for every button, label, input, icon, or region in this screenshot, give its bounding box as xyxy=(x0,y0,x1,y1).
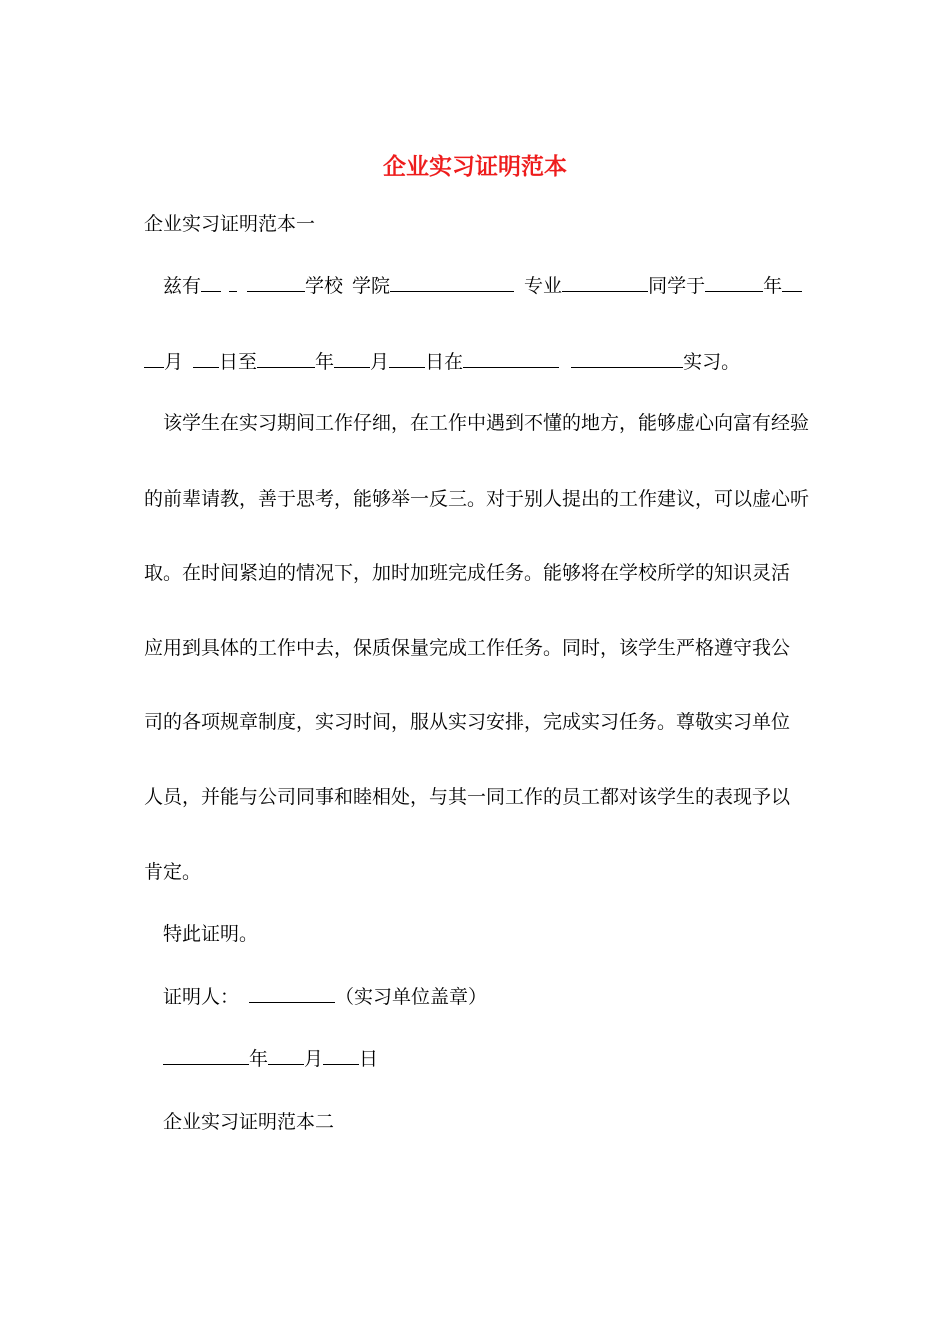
school-blank xyxy=(247,273,305,292)
end-year-blank xyxy=(257,349,315,368)
date-month-blank xyxy=(268,1046,304,1065)
day-blank xyxy=(193,349,219,368)
certifier-label: 证明人： xyxy=(163,986,240,1008)
month-blank xyxy=(782,273,802,292)
certifier-line xyxy=(163,983,487,1011)
date-year-blank xyxy=(163,1046,249,1065)
body-line: 的前辈请教，善于思考，能够举一反三。对于别人提出的工作建议，可以虚心听 xyxy=(144,488,810,510)
day-at-label: 日在 xyxy=(425,351,464,373)
section1-heading: 企业实习证明范本一 xyxy=(144,213,316,235)
company-blank-2 xyxy=(571,349,683,368)
document-title: 企业实习证明范本 xyxy=(383,153,567,180)
end-month-blank xyxy=(334,349,370,368)
date-day-blank xyxy=(323,1046,359,1065)
date-year-label: 年 xyxy=(249,1048,269,1070)
certifier-blank xyxy=(249,984,335,1003)
body-line: 肯定。 xyxy=(144,861,202,883)
date-month-label: 月 xyxy=(304,1048,324,1070)
body-line: 人员，并能与公司同事和睦相处，与其一同工作的员工都对该学生的表现予以 xyxy=(144,786,791,808)
form-line-2 xyxy=(144,348,740,376)
major-blank xyxy=(562,273,648,292)
year-label: 年 xyxy=(763,275,783,297)
school-label: 学校 xyxy=(305,275,344,297)
body-line: 司的各项规章制度，实习时间，服从实习安排，完成实习任务。尊敬实习单位 xyxy=(144,711,791,733)
end-month-label: 月 xyxy=(370,351,390,373)
blank-field xyxy=(229,273,237,292)
major-label: 专业 xyxy=(524,275,563,297)
day-to-label: 日至 xyxy=(219,351,258,373)
year-blank xyxy=(705,273,763,292)
section2-heading: 企业实习证明范本二 xyxy=(163,1111,335,1133)
month-label: 月 xyxy=(164,351,184,373)
body-line: 应用到具体的工作中去，保质保量完成工作任务。同时，该学生严格遵守我公 xyxy=(144,637,791,659)
date-day-label: 日 xyxy=(359,1048,379,1070)
date-line xyxy=(163,1045,378,1073)
closing-text: 特此证明。 xyxy=(163,923,259,945)
company-blank xyxy=(463,349,559,368)
month-blank xyxy=(144,349,164,368)
form-prefix: 兹有 xyxy=(163,275,202,297)
blank-field xyxy=(201,273,221,292)
college-label: 学院 xyxy=(352,275,391,297)
body-line: 取。在时间紧迫的情况下，加时加班完成任务。能够将在学校所学的知识灵活 xyxy=(144,562,791,584)
body-line: 该学生在实习期间工作仔细，在工作中遇到不懂的地方，能够虚心向富有经验 xyxy=(163,412,810,434)
form-line-1 xyxy=(163,272,802,300)
internship-label: 实习。 xyxy=(683,351,741,373)
college-blank xyxy=(390,273,514,292)
seal-note: （实习单位盖章） xyxy=(335,986,488,1008)
end-year-label: 年 xyxy=(315,351,335,373)
student-label: 同学于 xyxy=(648,275,706,297)
end-day-blank xyxy=(389,349,425,368)
